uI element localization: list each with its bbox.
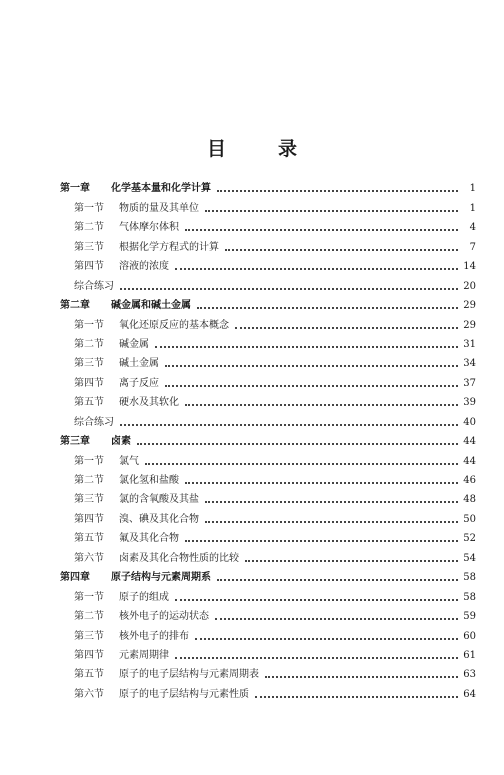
toc-entry-number: 第一节 xyxy=(74,591,104,603)
toc-chapter-row xyxy=(60,293,476,312)
toc-section-row xyxy=(60,623,476,642)
toc-page-number: 29 xyxy=(463,300,476,312)
toc-section-row xyxy=(60,332,476,351)
toc-entry-title: 氯气 xyxy=(119,455,139,467)
toc-entry-label xyxy=(60,300,191,312)
toc-entry-number: 第四节 xyxy=(74,261,104,273)
toc-chapter-row xyxy=(60,565,476,584)
dot-leader xyxy=(265,676,458,678)
dot-leader xyxy=(185,229,458,231)
toc-page-number: 44 xyxy=(463,455,476,467)
toc-page-number: 14 xyxy=(463,261,476,273)
toc-entry-title: 原子的组成 xyxy=(119,591,169,603)
toc-entry-title: 溶液的浓度 xyxy=(119,261,169,273)
toc-entry-number: 第三节 xyxy=(74,494,104,506)
toc-page-number: 40 xyxy=(463,416,476,428)
toc-entry-number: 第一节 xyxy=(74,455,104,467)
dot-leader xyxy=(120,288,458,290)
toc-entry-title: 综合练习 xyxy=(74,416,114,428)
toc-entry-label xyxy=(60,553,239,565)
toc-entry-number: 第三节 xyxy=(74,241,104,253)
toc-entry-label xyxy=(60,572,211,584)
toc-section-row xyxy=(60,662,476,681)
toc-section-row xyxy=(60,681,476,700)
toc-page-number: 29 xyxy=(463,319,476,331)
toc-entry-label xyxy=(60,203,199,215)
dot-leader xyxy=(185,404,458,406)
toc-entry-label xyxy=(60,397,179,409)
toc-entry-label xyxy=(60,669,259,681)
toc-entry-label xyxy=(60,358,159,370)
toc-entry-number: 第四章 xyxy=(60,572,90,584)
toc-section-row xyxy=(60,526,476,545)
toc-section-row xyxy=(60,545,476,564)
toc-entry-title: 综合练习 xyxy=(74,280,114,292)
toc-entry-label xyxy=(60,631,189,643)
toc-practice-row xyxy=(60,409,476,428)
toc-entry-title: 卤素 xyxy=(111,436,131,448)
dot-leader xyxy=(195,638,458,640)
toc-entry-number: 第三节 xyxy=(74,630,104,642)
toc-section-row xyxy=(60,448,476,467)
toc-entry-label xyxy=(60,494,199,506)
page-title xyxy=(0,134,504,161)
dot-leader xyxy=(255,696,458,698)
toc-entry-title: 卤素及其化合物性质的比较 xyxy=(119,552,239,564)
toc-page-number: 7 xyxy=(469,241,476,253)
dot-leader xyxy=(155,346,458,348)
toc-page-number: 39 xyxy=(463,397,476,409)
table-of-contents xyxy=(60,176,476,701)
dot-leader xyxy=(245,560,458,562)
toc-entry-title: 核外电子的排布 xyxy=(119,630,189,642)
toc-section-row xyxy=(60,390,476,409)
dot-leader xyxy=(165,385,458,387)
toc-page-number: 48 xyxy=(463,494,476,506)
title-char-1: 目 xyxy=(206,138,226,160)
toc-entry-title: 氯的含氧酸及其盐 xyxy=(119,494,199,506)
toc-entry-label xyxy=(60,378,159,390)
toc-page-number: 58 xyxy=(463,572,476,584)
dot-leader xyxy=(225,249,458,251)
toc-entry-label xyxy=(60,533,179,545)
toc-entry-number: 第五节 xyxy=(74,397,104,409)
toc-page-number: 46 xyxy=(463,475,476,486)
toc-section-row xyxy=(60,584,476,603)
toc-entry-title: 离子反应 xyxy=(119,377,159,389)
toc-entry-number: 第一节 xyxy=(74,319,104,331)
toc-page-number: 1 xyxy=(469,183,476,195)
dot-leader xyxy=(175,599,458,601)
toc-entry-title: 溴、碘及其化合物 xyxy=(119,513,199,525)
dot-leader xyxy=(205,521,458,523)
toc-entry-label xyxy=(60,320,229,332)
toc-section-row xyxy=(60,468,476,487)
toc-entry-title: 碱土金属 xyxy=(119,358,159,370)
title-char-2: 录 xyxy=(278,138,298,160)
toc-entry-label xyxy=(60,514,199,526)
toc-entry-number: 第二节 xyxy=(74,475,104,486)
toc-entry-title: 碱金属 xyxy=(119,338,149,350)
toc-entry-title: 根据化学方程式的计算 xyxy=(119,241,219,253)
toc-entry-label xyxy=(60,650,169,662)
toc-entry-number: 第五节 xyxy=(74,533,104,545)
toc-entry-title: 物质的量及其单位 xyxy=(119,202,199,214)
toc-section-row xyxy=(60,215,476,234)
toc-entry-number: 第六节 xyxy=(74,552,104,564)
toc-section-row xyxy=(60,195,476,214)
toc-page-number: 50 xyxy=(463,513,476,525)
toc-entry-title: 氟及其化合物 xyxy=(119,533,179,545)
toc-entry-number: 第二节 xyxy=(74,222,104,234)
dot-leader xyxy=(185,482,458,484)
dot-leader xyxy=(217,190,458,192)
dot-leader xyxy=(217,579,458,581)
dot-leader xyxy=(235,327,458,329)
toc-page-number: 34 xyxy=(463,358,476,370)
toc-entry-title: 氧化还原反应的基本概念 xyxy=(119,319,229,331)
toc-practice-row xyxy=(60,273,476,292)
toc-entry-label xyxy=(60,611,209,623)
toc-entry-number: 第一节 xyxy=(74,202,104,214)
toc-section-row xyxy=(60,351,476,370)
toc-page-number: 20 xyxy=(463,280,476,292)
toc-chapter-row xyxy=(60,429,476,448)
toc-page-number: 61 xyxy=(463,649,476,661)
dot-leader xyxy=(185,540,458,542)
toc-entry-number: 第四节 xyxy=(74,377,104,389)
toc-entry-label xyxy=(60,339,149,351)
toc-entry-number: 第三节 xyxy=(74,358,104,370)
toc-entry-number: 第六节 xyxy=(74,688,104,700)
toc-entry-title: 碱金属和碱土金属 xyxy=(111,300,191,312)
toc-entry-label xyxy=(60,592,169,604)
toc-entry-number: 第二节 xyxy=(74,338,104,350)
toc-entry-label xyxy=(60,475,179,487)
dot-leader xyxy=(175,657,458,659)
toc-section-row xyxy=(60,370,476,389)
toc-page-number: 59 xyxy=(463,611,476,623)
toc-entry-title: 原子的电子层结构与元素性质 xyxy=(119,688,249,700)
toc-entry-label xyxy=(60,436,131,448)
toc-entry-number: 第四节 xyxy=(74,649,104,661)
toc-entry-number: 第四节 xyxy=(74,513,104,525)
dot-leader xyxy=(120,424,458,426)
dot-leader xyxy=(175,268,458,270)
dot-leader xyxy=(197,307,458,309)
toc-page-number: 64 xyxy=(463,688,476,700)
toc-entry-title: 气体摩尔体积 xyxy=(119,222,179,234)
toc-page-number: 63 xyxy=(463,669,476,681)
toc-entry-label xyxy=(60,417,114,429)
dot-leader xyxy=(205,501,458,503)
dot-leader xyxy=(205,210,458,212)
toc-entry-title: 核外电子的运动状态 xyxy=(119,611,209,623)
dot-leader xyxy=(165,365,458,367)
toc-entry-number: 第二节 xyxy=(74,611,104,623)
toc-page-number: 37 xyxy=(463,377,476,389)
toc-entry-title: 原子结构与元素周期系 xyxy=(111,572,211,584)
toc-entry-label xyxy=(60,183,211,195)
toc-entry-title: 氯化氢和盐酸 xyxy=(119,475,179,486)
toc-entry-label xyxy=(60,222,179,234)
toc-page-number: 31 xyxy=(463,338,476,350)
toc-page-number: 1 xyxy=(469,202,476,214)
toc-chapter-row xyxy=(60,176,476,195)
toc-page-number: 54 xyxy=(463,552,476,564)
dot-leader xyxy=(215,618,458,620)
toc-entry-label xyxy=(60,456,139,468)
toc-section-row xyxy=(60,643,476,662)
toc-entry-title: 原子的电子层结构与元素周期表 xyxy=(119,669,259,681)
toc-entry-number: 第二章 xyxy=(60,300,90,312)
toc-entry-title: 硬水及其软化 xyxy=(119,397,179,409)
toc-entry-title: 化学基本量和化学计算 xyxy=(111,183,211,195)
dot-leader xyxy=(145,463,458,465)
toc-section-row xyxy=(60,254,476,273)
toc-section-row xyxy=(60,312,476,331)
toc-section-row xyxy=(60,234,476,253)
toc-entry-label xyxy=(60,281,114,293)
toc-page-number: 44 xyxy=(463,436,476,448)
toc-entry-label xyxy=(60,689,249,701)
toc-page-number: 4 xyxy=(469,222,476,234)
toc-entry-label xyxy=(60,242,219,254)
toc-section-row xyxy=(60,604,476,623)
toc-section-row xyxy=(60,506,476,525)
toc-entry-number: 第三章 xyxy=(60,436,90,448)
toc-page-number: 60 xyxy=(463,630,476,642)
dot-leader xyxy=(137,443,458,445)
toc-section-row xyxy=(60,487,476,506)
toc-entry-title: 元素周期律 xyxy=(119,649,169,661)
toc-entry-number: 第五节 xyxy=(74,669,104,681)
toc-entry-number: 第一章 xyxy=(60,183,90,195)
toc-page-number: 52 xyxy=(463,533,476,545)
toc-entry-label xyxy=(60,261,169,273)
toc-page-number: 58 xyxy=(463,591,476,603)
